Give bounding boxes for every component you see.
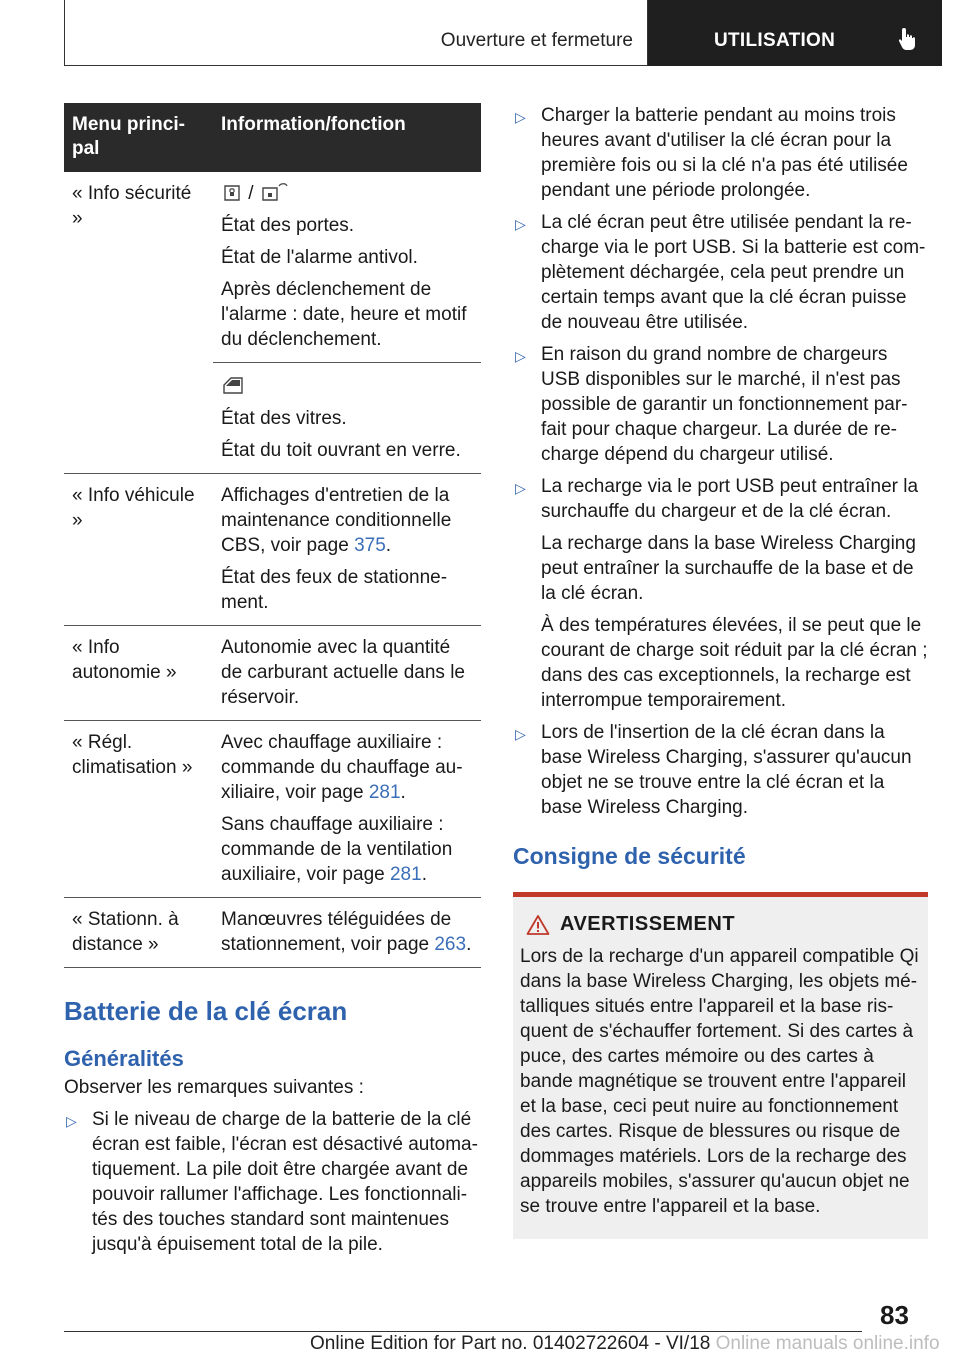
info-line: Manœuvres téléguidées de stationnement, voir page 263. xyxy=(221,909,472,955)
warning-box xyxy=(513,892,928,1239)
page-link[interactable]: 263 xyxy=(434,934,467,955)
triangle-bullet-icon: ▷ xyxy=(515,348,526,364)
table-header-menu: Menu princi-pal xyxy=(64,103,213,172)
table-cell-menu: « Info autonomie » xyxy=(64,626,213,721)
list-item: ▷ La clé écran peut être utilisée pendant la re-charge via le port USB. Si la batterie est com-plètement déchargée, cela peut prendre un certain temps avant que la clé écran puisse de nouveau être utilisée. xyxy=(515,212,926,333)
warning-header xyxy=(520,913,920,936)
hand-pointer-icon xyxy=(896,26,920,52)
info-line: État des vitres. xyxy=(221,408,347,429)
page-number: 83 xyxy=(880,1300,909,1330)
table-cell-info xyxy=(213,172,481,363)
watermark-text: Online manuals online.info xyxy=(715,1333,940,1354)
info-line: État des feux de stationne-ment. xyxy=(221,567,448,613)
warning-text: Lors de la recharge d'un appareil compatible Qi dans la base Wireless Charging, les objets mé-talliques situés entre l'appareil et la base ris-quent de s'échauffer fortement. Si des cartes à puce, des cartes mémoire ou des cartes à bande magnétique se trouvent entre l'appareil et la base, ceci peut nuire au fonctionnement des cartes. Risque de blessures ou risque de dommages matériels. Lors de la recharge des appareils mobiles, s'assurer qu'aucun objet ne se trouve entre l'appareil et la base. xyxy=(520,946,919,1217)
table-cell-menu: « Info sécurité » xyxy=(64,172,213,474)
triangle-bullet-icon: ▷ xyxy=(515,726,526,742)
table-cell-info xyxy=(213,626,481,721)
list-item: ▷ Si le niveau de charge de la batterie de la clé écran est faible, l'écran est désactivé automa-tiquement. La pile doit être chargée avant de pouvoir rallumer l'affichage. Les fonctionnali-tés des touches standard sont maintenues jusqu'à épuisement total de la pile. xyxy=(66,1109,478,1255)
door-unlock-icon xyxy=(259,182,289,202)
main-menu-table xyxy=(64,103,481,968)
info-line: Avec chauffage auxiliaire : commande du chauffage au-xiliaire, voir page 281. xyxy=(221,732,463,803)
edition-text: Online Edition for Part no. 01402722604 - VI/18 xyxy=(310,1333,711,1354)
table-cell-menu: « Régl. climatisation » xyxy=(64,721,213,898)
page-header xyxy=(64,0,942,66)
table-cell-info xyxy=(213,474,481,626)
warning-title: AVERTISSEMENT xyxy=(560,913,736,935)
header-section-box xyxy=(64,0,648,66)
table-header-info: Information/fonction xyxy=(213,103,481,172)
page-link[interactable]: 375 xyxy=(354,535,386,556)
header-chapter-box xyxy=(648,0,942,66)
table-cell-info xyxy=(213,898,481,968)
triangle-bullet-icon: ▷ xyxy=(515,109,526,125)
icon-separator: / xyxy=(248,183,254,204)
footer-rule xyxy=(64,1331,862,1332)
table-row xyxy=(64,474,481,626)
footer-text xyxy=(310,1333,940,1355)
subsection-title: Généralités xyxy=(64,1046,184,1071)
right-column xyxy=(513,103,928,1239)
header-chapter-title: UTILISATION xyxy=(714,30,836,51)
list-item: ▷ La recharge via le port USB peut entraîner la surchauffe du chargeur et de la clé écran. La recharge dans la base Wireless Charging peut entraîner la surchauffe de la base et de la clé écran. À des températures élevées, il se peut que le courant de charge soit réduit par la clé écran ; dans des cas exceptionnels, la recharge est interrompue temporairement. xyxy=(515,476,928,711)
list-item: ▷ En raison du grand nombre de chargeurs USB disponibles sur le marché, il n'est pas possible de garantir un fonctionnement par-fait pour chaque chargeur. La durée de re-charge dépend du chargeur utilisé. xyxy=(515,344,908,465)
info-line: État des portes. xyxy=(221,215,355,236)
table-cell-menu: « Info véhicule » xyxy=(64,474,213,626)
section-title: Batterie de la clé écran xyxy=(64,996,348,1026)
table-cell-menu: « Stationn. à distance » xyxy=(64,898,213,968)
warning-triangle-icon xyxy=(526,914,550,936)
list-item: ▷ Lors de l'insertion de la clé écran dans la base Wireless Charging, s'assurer qu'aucun objet ne se trouve entre la clé écran et la base Wireless Charging. xyxy=(515,722,912,818)
info-line: Affichages d'entretien de la maintenance conditionnelle CBS, voir page 375. xyxy=(221,485,452,556)
header-section-title: Ouverture et fermeture xyxy=(440,30,633,51)
bullet-list xyxy=(513,103,928,820)
triangle-bullet-icon: ▷ xyxy=(66,1113,77,1129)
table-row xyxy=(64,721,481,898)
bullet-list xyxy=(64,1107,481,1257)
info-line: État de l'alarme antivol. xyxy=(221,247,418,268)
table-row xyxy=(64,626,481,721)
left-column xyxy=(64,103,481,1257)
table-cell-info xyxy=(213,721,481,898)
safety-section-title: Consigne de sécurité xyxy=(513,843,746,869)
info-line: État du toit ouvrant en verre. xyxy=(221,440,461,461)
triangle-bullet-icon: ▷ xyxy=(515,480,526,496)
intro-text: Observer les remarques suivantes : xyxy=(64,1077,364,1098)
list-item: ▷ Charger la batterie pendant au moins trois heures avant d'utiliser la clé écran pour la première fois ou si la clé n'a pas été utilisée pendant une période prolongée. xyxy=(515,105,908,201)
page-link[interactable]: 281 xyxy=(368,782,401,803)
page-link[interactable]: 281 xyxy=(389,864,422,885)
table-header-row xyxy=(64,103,481,172)
icon-line xyxy=(221,374,473,399)
triangle-bullet-icon: ▷ xyxy=(515,216,526,232)
info-line: Autonomie avec la quantité de carburant actuelle dans le réservoir. xyxy=(221,637,465,708)
table-row xyxy=(64,172,481,363)
table-row xyxy=(64,898,481,968)
table-cell-info xyxy=(213,363,481,474)
window-icon xyxy=(221,375,245,395)
info-line: Après déclenchement de l'alarme : date, heure et motif du déclenchement. xyxy=(221,279,467,350)
info-line: Sans chauffage auxiliaire : commande de la ventilation auxiliaire, voir page 281. xyxy=(221,814,453,885)
icon-line xyxy=(221,181,473,206)
door-lock-icon xyxy=(221,182,243,202)
